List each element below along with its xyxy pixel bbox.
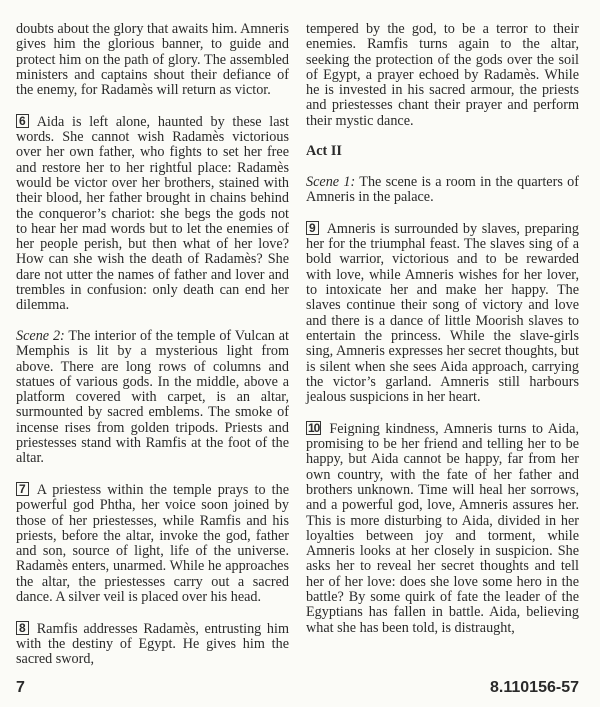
section-text: A priestess within the temple prays to the powerful god Phtha, her voice soon joined by those of her priestesses, while Ramfis and his priests, before the altar, invoke the god, father and son, source of light, life of the universe. Radamès enters, unarmed. While he approaches the altar, the priestesses carry out a sacred dance. A silver veil is placed over his head.	[16, 481, 289, 605]
section-number-badge: 7	[16, 482, 29, 496]
scene-label: Scene 1:	[306, 173, 356, 190]
section-10	[306, 421, 579, 636]
section-7	[16, 482, 289, 605]
section-text: Ramfis addresses Radamès, entrusting him with the destiny of Egypt. He gives him the sacred sword,	[16, 620, 289, 668]
scene-label: Scene 2:	[16, 327, 65, 344]
section-number-badge: 8	[16, 621, 29, 635]
left-column	[16, 22, 289, 667]
paragraph-continued: tempered by the god, to be a terror to their enemies. Ramfis turns again to the altar, seeking the protection of the gods over the soil of Egypt, a prayer echoed by Radamès. While he is invested in his sacred armour, the priests and priestesses chant their prayer and perform their mystic dance.	[306, 21, 579, 129]
section-text: Aida is left alone, haunted by these last words. She cannot wish Radamès victorious over her own father, who fights to set her free and restore her to her rightful place: Radamès would be victor over her brothers, stained with their blood, her father brought in chains behind the conqueror’s chariot: she begs the gods not to hear her mad words but to let the enemies of her people perish, but then what of her love? How can she wish the death of Radamès? She dare not utter the names of father and lover and trembles in confusion: only death can end her dilemma.	[16, 113, 289, 314]
scene-text: The scene is a room in the quarters of Amneris in the palace.	[306, 173, 579, 206]
act-heading: Act II	[306, 143, 342, 160]
section-number-badge: 10	[308, 420, 320, 435]
paragraph-continued: doubts about the glory that awaits him. Amneris gives him the glorious banner, to guide and protect him on the path of glory. The assembled ministers and captains shout their defiance of the enemy, for Radamès will return as victor.	[16, 21, 289, 99]
section-text: Amneris is surrounded by slaves, preparing her for the triumphal feast. The slaves sing of a bold warrior, victorious and to be rewarded with love, while Amneris wishes for her lover, to intoxicate her and make her happy. The slaves continue their song of victory and love and there is a dance of little Moorish slaves to entertain the princess. While the slave-girls sing, Amneris expresses her secret thoughts, but is silent when she sees Aida approach, carrying the victor’s garland. Amneris still harbours jealous suspicions in her heart.	[306, 220, 579, 406]
section-number-badge: 9	[306, 221, 319, 235]
page-number: 7	[16, 679, 25, 697]
scene-text: The interior of the temple of Vulcan at Memphis is lit by a mysterious light from above. There are long rows of columns and statues of various gods. In the middle, above a platform covered with carpet, is an altar, surmounted by sacred emblems. The smoke of incense rises from golden tripods. Priests and priestesses stand with Ramfis at the foot of the altar.	[16, 327, 289, 467]
scene-2-paragraph	[16, 329, 289, 467]
catalogue-number: 8.110156-57	[490, 679, 579, 697]
section-6	[16, 114, 289, 314]
section-9	[306, 221, 579, 406]
section-number-badge: 6	[16, 114, 29, 128]
right-column	[306, 22, 579, 667]
page-footer	[16, 679, 579, 697]
section-text: Feigning kindness, Amneris turns to Aida, promising to be her friend and telling her to be happy, but Aida cannot be happy, far from her own country, with the fate of her father and brothers unknown. Time will heal her sorrows, and a powerful god, love, Amneris assures her. This is more disturbing to Aida, divided in her loyalties between joy and torment, while Amneris looks at her closely in suspicion. She asks her to reveal her secret thoughts and tell her of her love: does she love some hero in the battle? By some quirk of fate the leader of the Egyptians has fallen in battle. Aida, believing what she has been told, is distraught,	[306, 420, 579, 636]
scene-1-paragraph	[306, 175, 579, 206]
section-8	[16, 621, 289, 668]
